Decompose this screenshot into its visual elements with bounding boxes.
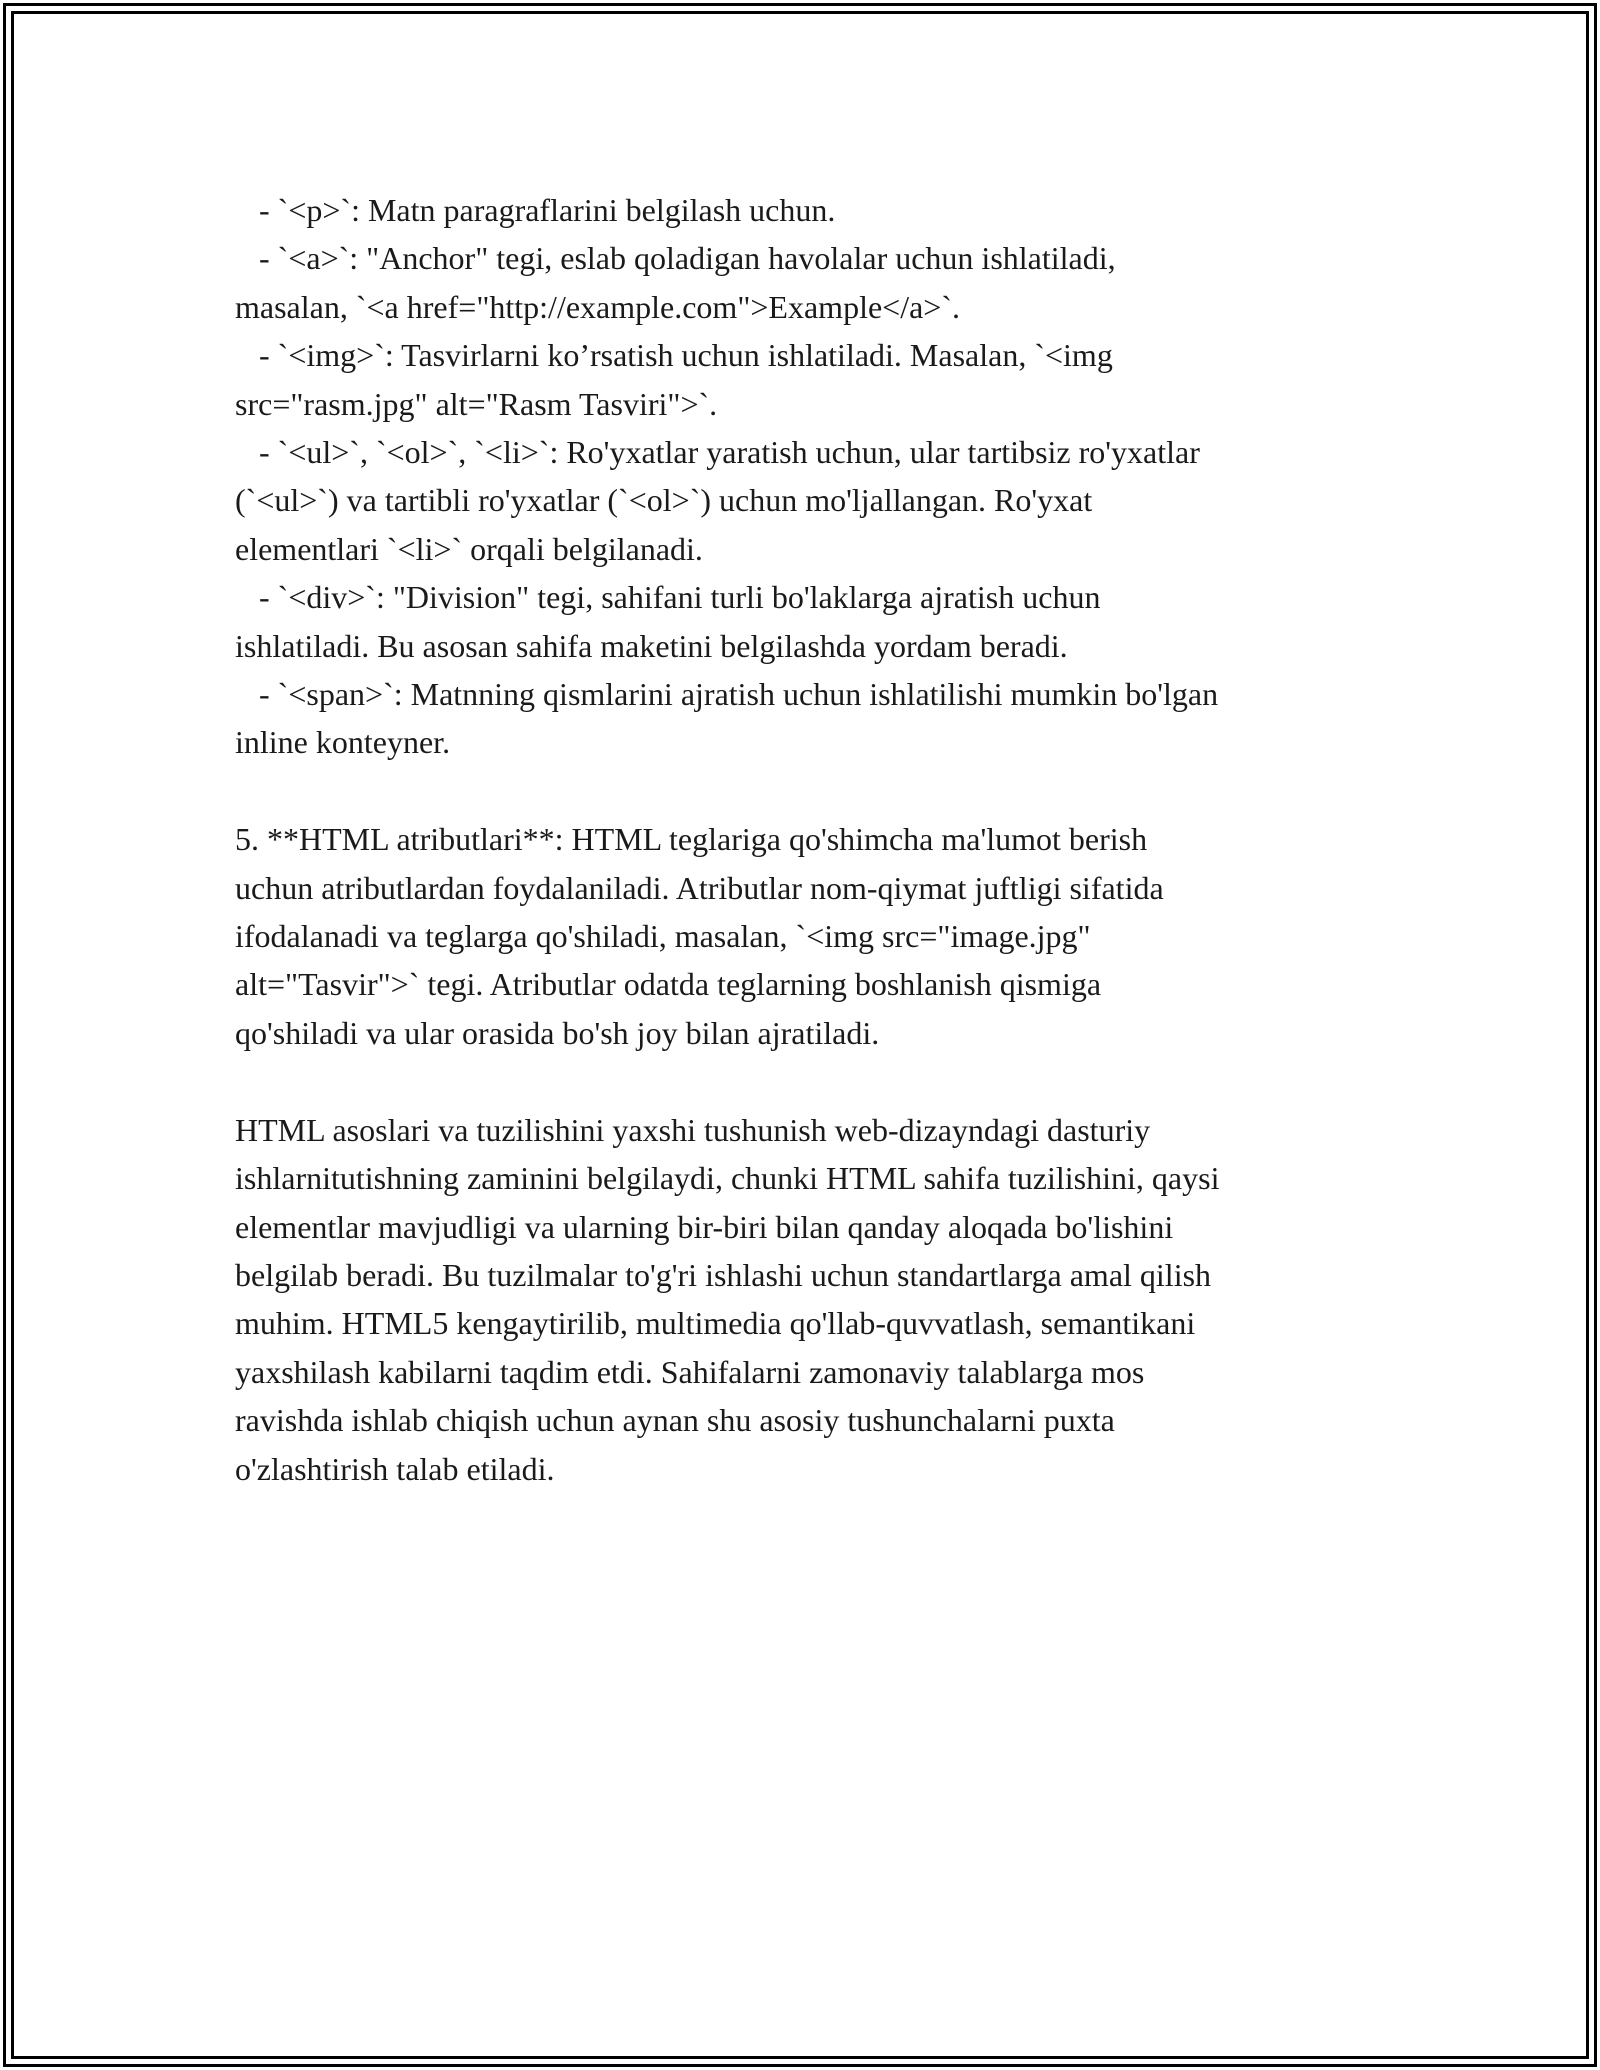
text-line: muhim. HTML5 kengaytirilib, multimedia qo'llab-quvvatlash, semantikani bbox=[235, 1305, 1196, 1342]
text-line: - `<div>`: "Division" tegi, sahifani turli bo'laklarga ajratish uchun bbox=[235, 579, 1101, 616]
list-item-a-tag bbox=[235, 234, 1385, 331]
section-html-attributes bbox=[235, 815, 1385, 1057]
list-item-img-tag bbox=[235, 331, 1385, 428]
text-line: belgilab beradi. Bu tuzilmalar to'g'ri ishlashi uchun standartlarga amal qilish bbox=[235, 1256, 1212, 1293]
list-item-p-tag bbox=[235, 186, 1385, 234]
text-line: src="rasm.jpg" alt="Rasm Tasviri">`. bbox=[235, 385, 718, 422]
text-line: ishlatiladi. Bu asosan sahifa maketini belgilashda yordam beradi. bbox=[235, 627, 1068, 664]
text-line: - `<a>`: "Anchor" tegi, eslab qoladigan havolalar uchun ishlatiladi, bbox=[235, 240, 1116, 277]
text-line: inline konteyner. bbox=[235, 724, 451, 761]
text-line: elementlari `<li>` orqali belgilanadi. bbox=[235, 530, 703, 567]
text-line: o'zlashtirish talab etiladi. bbox=[235, 1450, 555, 1487]
text-line: HTML asoslari va tuzilishini yaxshi tushunish web-dizayndagi dasturiy bbox=[235, 1111, 1151, 1148]
text-line: uchun atributlardan foydalaniladi. Atributlar nom-qiymat juftligi sifatida bbox=[235, 869, 1164, 906]
text-line: alt="Tasvir">` tegi. Atributlar odatda teglarning boshlanish qismiga bbox=[235, 966, 1102, 1003]
text-line: - `<span>`: Matnning qismlarini ajratish uchun ishlatilishi mumkin bo'lgan bbox=[235, 676, 1219, 713]
text-line: - `<ul>`, `<ol>`, `<li>`: Ro'yxatlar yaratish uchun, ular tartibsiz ro'yxatlar bbox=[235, 434, 1200, 471]
text-line: - `<p>`: Matn paragraflarini belgilash uchun. bbox=[235, 192, 836, 228]
paragraph-gap bbox=[235, 1057, 1385, 1105]
conclusion-paragraph bbox=[235, 1106, 1385, 1493]
text-line: masalan, `<a href="http://example.com">Example</a>`. bbox=[235, 288, 960, 325]
text-line: 5. **HTML atributlari**: HTML teglariga qo'shimcha ma'lumot berish bbox=[235, 821, 1148, 858]
list-item-div-tag bbox=[235, 573, 1385, 670]
document-body bbox=[235, 186, 1385, 1493]
html-tags-list bbox=[235, 186, 1385, 767]
paragraph-gap bbox=[235, 767, 1385, 815]
text-line: - `<img>`: Tasvirlarni ko’rsatish uchun ishlatiladi. Masalan, `<img bbox=[235, 337, 1113, 374]
list-item-span-tag bbox=[235, 670, 1385, 767]
text-line: ishlarnitutishning zaminini belgilaydi, chunki HTML sahifa tuzilishini, qaysi bbox=[235, 1160, 1220, 1197]
text-line: elementlar mavjudligi va ularning bir-biri bilan qanday aloqada bo'lishini bbox=[235, 1208, 1174, 1245]
text-line: qo'shiladi va ular orasida bo'sh joy bilan ajratiladi. bbox=[235, 1014, 880, 1051]
text-line: ifodalanadi va teglarga qo'shiladi, masalan, `<img src="image.jpg" bbox=[235, 918, 1091, 955]
text-line: yaxshilash kabilarni taqdim etdi. Sahifalarni zamonaviy talablarga mos bbox=[235, 1353, 1145, 1390]
text-line: (`<ul>`) va tartibli ro'yxatlar (`<ol>`) uchun mo'ljallangan. Ro'yxat bbox=[235, 482, 1093, 519]
list-item-list-tags bbox=[235, 428, 1385, 573]
text-line: ravishda ishlab chiqish uchun aynan shu asosiy tushunchalarni puxta bbox=[235, 1402, 1115, 1439]
